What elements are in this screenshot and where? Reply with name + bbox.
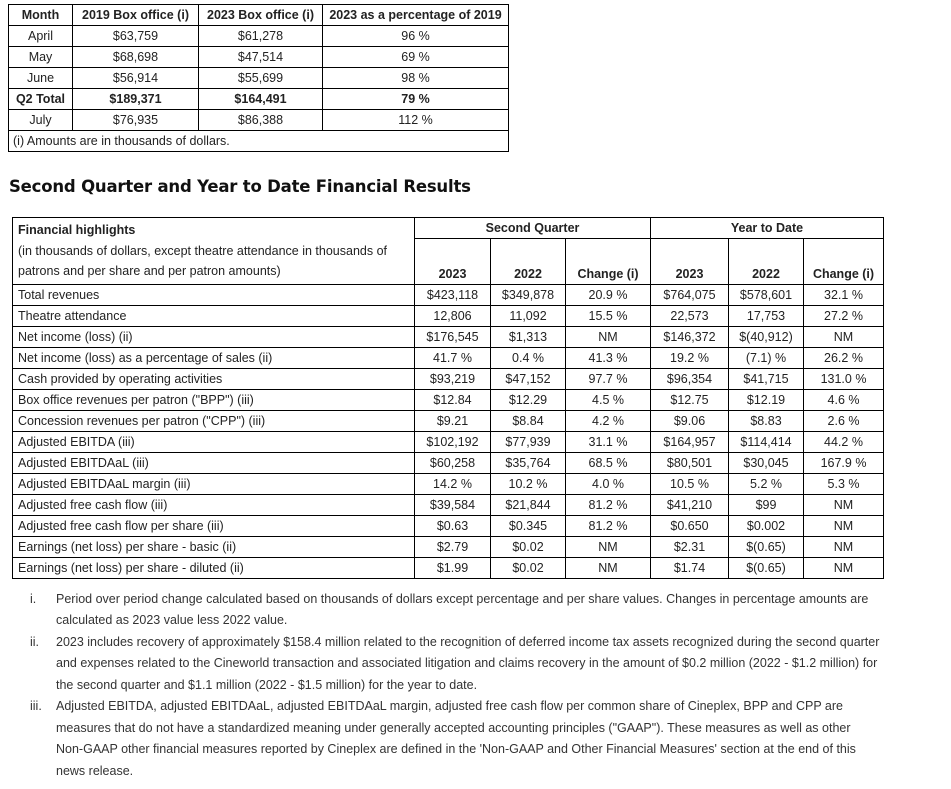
value-cell: $423,118 [415,284,491,305]
row-label: Cash provided by operating activities [13,368,415,389]
value-cell: $12.84 [415,389,491,410]
value-cell: $2.79 [415,536,491,557]
value-cell: $0.345 [491,515,566,536]
value-cell: $164,491 [199,89,323,110]
box-office-header-month: Month [9,5,73,26]
value-cell: $47,514 [199,47,323,68]
value-cell: $80,501 [651,452,729,473]
value-cell: 14.2 % [415,473,491,494]
value-cell: 32.1 % [804,284,884,305]
box-office-header-2019: 2019 Box office (i) [73,5,199,26]
value-cell: $0.02 [491,536,566,557]
row-label: Earnings (net loss) per share - diluted (ii) [13,557,415,578]
value-cell: $30,045 [729,452,804,473]
value-cell: $56,914 [73,68,199,89]
value-cell: 4.0 % [566,473,651,494]
value-cell: 19.2 % [651,347,729,368]
section-heading: Second Quarter and Year to Date Financial Results [9,177,471,196]
column-header-ytd-2023: 2023 [651,239,729,284]
month-cell: July [9,110,73,131]
value-cell: 20.9 % [566,284,651,305]
table-row-eps-basic [13,536,884,557]
row-label: Box office revenues per patron ("BPP") (iii) [13,389,415,410]
group-header-row [13,218,884,239]
table-row-bpp [13,389,884,410]
value-cell: $146,372 [651,326,729,347]
group-header-year-to-date: Year to Date [651,218,884,239]
value-cell: 27.2 % [804,305,884,326]
value-cell: $8.84 [491,410,566,431]
value-cell: NM [566,536,651,557]
value-cell: 81.2 % [566,515,651,536]
value-cell: $21,844 [491,494,566,515]
footnote-i [0,589,951,632]
value-cell: $1,313 [491,326,566,347]
value-cell: $0.650 [651,515,729,536]
value-cell: $2.31 [651,536,729,557]
table-corner-cell [13,218,415,285]
value-cell: 4.5 % [566,389,651,410]
value-cell: $0.02 [491,557,566,578]
row-label: Adjusted EBITDAaL (iii) [13,452,415,473]
value-cell: $114,414 [729,431,804,452]
table-row-net-income [13,326,884,347]
value-cell: $93,219 [415,368,491,389]
row-label: Concession revenues per patron ("CPP") (iii) [13,410,415,431]
value-cell: 98 % [323,68,509,89]
value-cell: 12,806 [415,305,491,326]
value-cell: $60,258 [415,452,491,473]
value-cell: 81.2 % [566,494,651,515]
box-office-footnote: (i) Amounts are in thousands of dollars. [9,131,509,152]
value-cell: $39,584 [415,494,491,515]
value-cell: NM [804,326,884,347]
box-office-row-june [9,68,509,89]
value-cell: 68.5 % [566,452,651,473]
footnote-iii [0,696,951,782]
month-cell: Q2 Total [9,89,73,110]
value-cell: $63,759 [73,26,199,47]
value-cell: 41.7 % [415,347,491,368]
financial-highlights-title: Financial highlights [18,223,136,237]
value-cell: 79 % [323,89,509,110]
value-cell: NM [566,326,651,347]
row-label: Theatre attendance [13,305,415,326]
footnotes [0,589,951,783]
value-cell: 69 % [323,47,509,68]
value-cell: NM [566,557,651,578]
value-cell: $41,715 [729,368,804,389]
value-cell: 41.3 % [566,347,651,368]
row-label: Adjusted free cash flow (iii) [13,494,415,515]
value-cell: $41,210 [651,494,729,515]
value-cell: 44.2 % [804,431,884,452]
month-cell: June [9,68,73,89]
table-row-total-revenues [13,284,884,305]
financial-highlights-table [12,217,884,579]
row-label: Adjusted free cash flow per share (iii) [13,515,415,536]
value-cell: 167.9 % [804,452,884,473]
value-cell: 4.6 % [804,389,884,410]
value-cell: $1.74 [651,557,729,578]
value-cell: 15.5 % [566,305,651,326]
financial-highlights-subtitle: (in thousands of dollars, except theatre attendance in thousands of patrons and per share and per patron amounts) [18,243,387,278]
footnote-text: 2023 includes recovery of approximately $158.4 million related to the recognition of deferred income tax assets recognized during the second quarter and expenses related to the Cineworld transaction and associated litigation and claims recovery in the amount of $0.2 million (2022 - $1.2 million) for the second quarter and $1.1 million (2022 - $1.5 million) for the year to date. [56,634,880,692]
value-cell: NM [804,536,884,557]
value-cell: $9.21 [415,410,491,431]
value-cell: 0.4 % [491,347,566,368]
value-cell: $47,152 [491,368,566,389]
value-cell: $35,764 [491,452,566,473]
value-cell: 112 % [323,110,509,131]
value-cell: 10.5 % [651,473,729,494]
footnote-marker: iii. [30,699,42,713]
column-header-ytd-2022: 2022 [729,239,804,284]
value-cell: $76,935 [73,110,199,131]
value-cell: 10.2 % [491,473,566,494]
column-header-sq-2022: 2022 [491,239,566,284]
value-cell: $(0.65) [729,536,804,557]
value-cell: 131.0 % [804,368,884,389]
value-cell: NM [804,557,884,578]
column-header-sq-change: Change (i) [566,239,651,284]
row-label: Total revenues [13,284,415,305]
row-label: Adjusted EBITDAaL margin (iii) [13,473,415,494]
row-label: Net income (loss) as a percentage of sales (ii) [13,347,415,368]
table-row-cpp [13,410,884,431]
box-office-row-july [9,110,509,131]
value-cell: $61,278 [199,26,323,47]
value-cell: 4.2 % [566,410,651,431]
value-cell: $96,354 [651,368,729,389]
row-label: Adjusted EBITDA (iii) [13,431,415,452]
value-cell: $12.75 [651,389,729,410]
value-cell: 97.7 % [566,368,651,389]
box-office-header-row [9,5,509,26]
value-cell: NM [804,494,884,515]
table-row-adjusted-ebitdaal [13,452,884,473]
box-office-header-2023: 2023 Box office (i) [199,5,323,26]
value-cell: 96 % [323,26,509,47]
value-cell: $99 [729,494,804,515]
value-cell: $12.29 [491,389,566,410]
table-row-net-income-pct-sales [13,347,884,368]
table-row-adjusted-ebitdaal-margin [13,473,884,494]
value-cell: $77,939 [491,431,566,452]
table-row-adjusted-fcf-per-share [13,515,884,536]
box-office-row-april [9,26,509,47]
value-cell: $0.63 [415,515,491,536]
table-row-cash-operating [13,368,884,389]
value-cell: $578,601 [729,284,804,305]
footnote-text: Adjusted EBITDA, adjusted EBITDAaL, adjusted EBITDAaL margin, adjusted free cash flow per common share of Cineplex, BPP and CPP are measures that do not have a standardized meaning under generally accepted accounting principles ("GAAP"). These measures as well as other Non-GAAP other financial measures reported by Cineplex are defined in the 'Non-GAAP and Other Financial Measures' section at the end of this news release. [56,699,856,778]
month-cell: May [9,47,73,68]
value-cell: $8.83 [729,410,804,431]
row-label: Net income (loss) (ii) [13,326,415,347]
box-office-header-percentage: 2023 as a percentage of 2019 [323,5,509,26]
value-cell: NM [804,515,884,536]
value-cell: $102,192 [415,431,491,452]
value-cell: 5.2 % [729,473,804,494]
footnote-ii [0,632,951,697]
box-office-row-may [9,47,509,68]
value-cell: $1.99 [415,557,491,578]
group-header-second-quarter: Second Quarter [415,218,651,239]
column-header-ytd-change: Change (i) [804,239,884,284]
value-cell: $(40,912) [729,326,804,347]
value-cell: $189,371 [73,89,199,110]
value-cell: $176,545 [415,326,491,347]
footnote-text: Period over period change calculated based on thousands of dollars except percentage and per share values. Changes in percentage amounts are calculated as 2023 value less 2022 value. [56,591,869,627]
table-row-theatre-attendance [13,305,884,326]
table-row-adjusted-ebitda [13,431,884,452]
value-cell: $86,388 [199,110,323,131]
column-header-sq-2023: 2023 [415,239,491,284]
value-cell: $164,957 [651,431,729,452]
value-cell: $9.06 [651,410,729,431]
value-cell: $349,878 [491,284,566,305]
value-cell: $(0.65) [729,557,804,578]
value-cell: (7.1) % [729,347,804,368]
box-office-table [8,4,509,152]
box-office-row-q2-total [9,89,509,110]
value-cell: $68,698 [73,47,199,68]
box-office-footnote-row [9,131,509,152]
table-row-adjusted-fcf [13,494,884,515]
row-label: Earnings (net loss) per share - basic (ii) [13,536,415,557]
month-cell: April [9,26,73,47]
value-cell: $764,075 [651,284,729,305]
value-cell: $55,699 [199,68,323,89]
value-cell: 2.6 % [804,410,884,431]
value-cell: 11,092 [491,305,566,326]
value-cell: 22,573 [651,305,729,326]
value-cell: 5.3 % [804,473,884,494]
footnote-marker: i. [30,591,37,606]
value-cell: 17,753 [729,305,804,326]
value-cell: $12.19 [729,389,804,410]
value-cell: $0.002 [729,515,804,536]
value-cell: 31.1 % [566,431,651,452]
value-cell: 26.2 % [804,347,884,368]
table-row-eps-diluted [13,557,884,578]
footnote-marker: ii. [30,634,40,649]
